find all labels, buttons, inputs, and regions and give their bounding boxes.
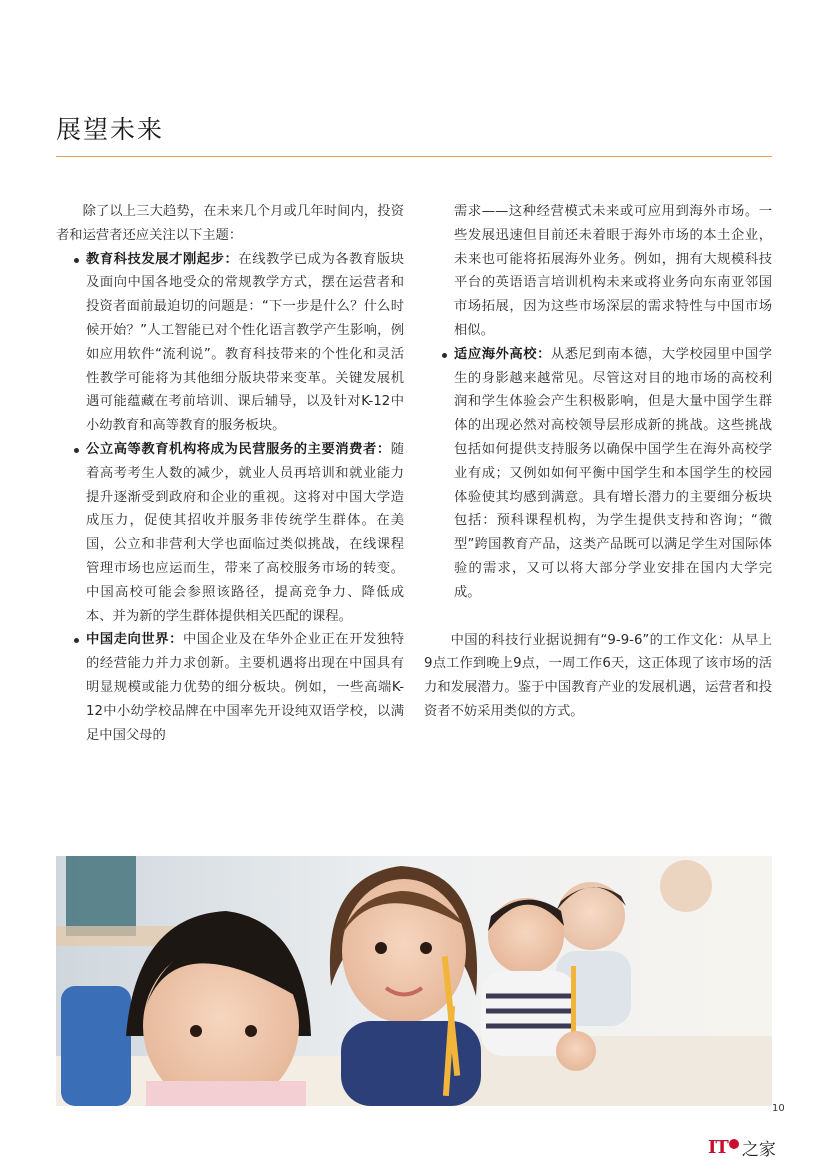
title-divider (56, 156, 772, 157)
logo-dot-icon (729, 1139, 739, 1149)
bullet-china-global (56, 628, 404, 747)
left-bullet-list (56, 248, 404, 748)
ithome-logo (708, 1136, 776, 1158)
closing-paragraph: 中国的科技行业据说拥有“9-9-6”的工作文化：从早上9点工作到晚上9点，一周工作6天，这正体现了该市场的活力和发展潜力。鉴于中国教育产业的发展机遇，运营者和投资者不妨采用类似的方式。 (424, 632, 772, 719)
paragraph-gap (424, 605, 772, 629)
bullet-text: 从悉尼到南本德，大学校园里中国学生的身影越来越常见。尽管这对目的地市场的高校利润和学生体验会产生积极影响，但是大量中国学生群体的出现必然对高校领导层形成新的挑战。这些挑战包括如何提供支持服务以确保中国学生在海外高校学业有成；又例如如何平衡中国学生和本国学生的校园体验使其均感到满意。具有增长潜力的主要细分板块包括：预科课程机构，为学生提供支持和咨询；“微型”跨国教育产品，这类产品既可以满足学生对国际体验的需求，又可以将大部分学业安排在国内大学完成。 (454, 346, 773, 600)
bullet-edtech (56, 248, 404, 438)
logo-home: 之家 (741, 1139, 776, 1160)
bullet-heading: 教育科技发展才刚起步： (86, 251, 239, 267)
page-title: 展望未来 (56, 115, 165, 144)
bullet-heading: 适应海外高校： (454, 346, 551, 362)
bullet-public-higher-ed (56, 438, 404, 628)
continued-paragraph: 需求——这种经营模式未来或可应用到海外市场。一些发展迅速但目前还未着眼于海外市场的本土企业，未来也可能将拓展海外业务。例如，拥有大规模科技平台的英语语言培训机构未来或将业务向东南亚邻国市场拓展，因为这些市场深层的需求特性与中国市场相似。 (454, 204, 772, 338)
left-column (56, 200, 404, 747)
classroom-illustration (56, 856, 772, 1106)
bullet-text: 随着高考考生人数的减少，就业人员再培训和就业能力提升逐渐受到政府和企业的重视。这将对中国大学造成压力，促使其招收并服务非传统学生群体。在美国，公立和非营利大学也面临过类似挑战，在线课程管理市场也应运而生，带来了高校服务市场的转变。中国高校可能会参照该路径，提高竞争力、降低成本、并为新的学生群体提供相关匹配的课程。 (86, 441, 404, 624)
logo-it: IT (708, 1136, 728, 1158)
page-number: 10 (772, 1103, 785, 1114)
right-column (424, 200, 772, 724)
classroom-photo (56, 856, 772, 1106)
bullet-heading: 中国走向世界： (86, 632, 183, 648)
bullet-text: 中国企业及在华外企业正在开发独特的经营能力并力求创新。主要机遇将出现在中国具有明显规模或能力优势的细分板块。例如，一些高端K-12中小幼学校品牌在中国率先开设纯双语学校，以满足中国父母的 (86, 632, 405, 743)
right-bullet-list (424, 343, 772, 605)
bullet-heading: 公立高等教育机构将成为民营服务的主要消费者： (86, 441, 391, 457)
bullet-text: 在线教学已成为各教育版块及面向中国各地受众的常规教学方式，摆在运营者和投资者面前最迫切的问题是：“下一步是什么？什么时候开始？”人工智能已对个性化语言教学产生影响，例如应用软件“流利说”。教育科技带来的个性化和灵活性教学可能将为其他细分版块带来变革。关键发展机遇可能蕴藏在考前培训、课后辅导，以及针对K-12中小幼教育和高等教育的服务板块。 (86, 251, 405, 434)
bullet-overseas-universities (424, 343, 772, 605)
intro-paragraph: 除了以上三大趋势，在未来几个月或几年时间内，投资者和运营者还应关注以下主题： (56, 204, 404, 243)
